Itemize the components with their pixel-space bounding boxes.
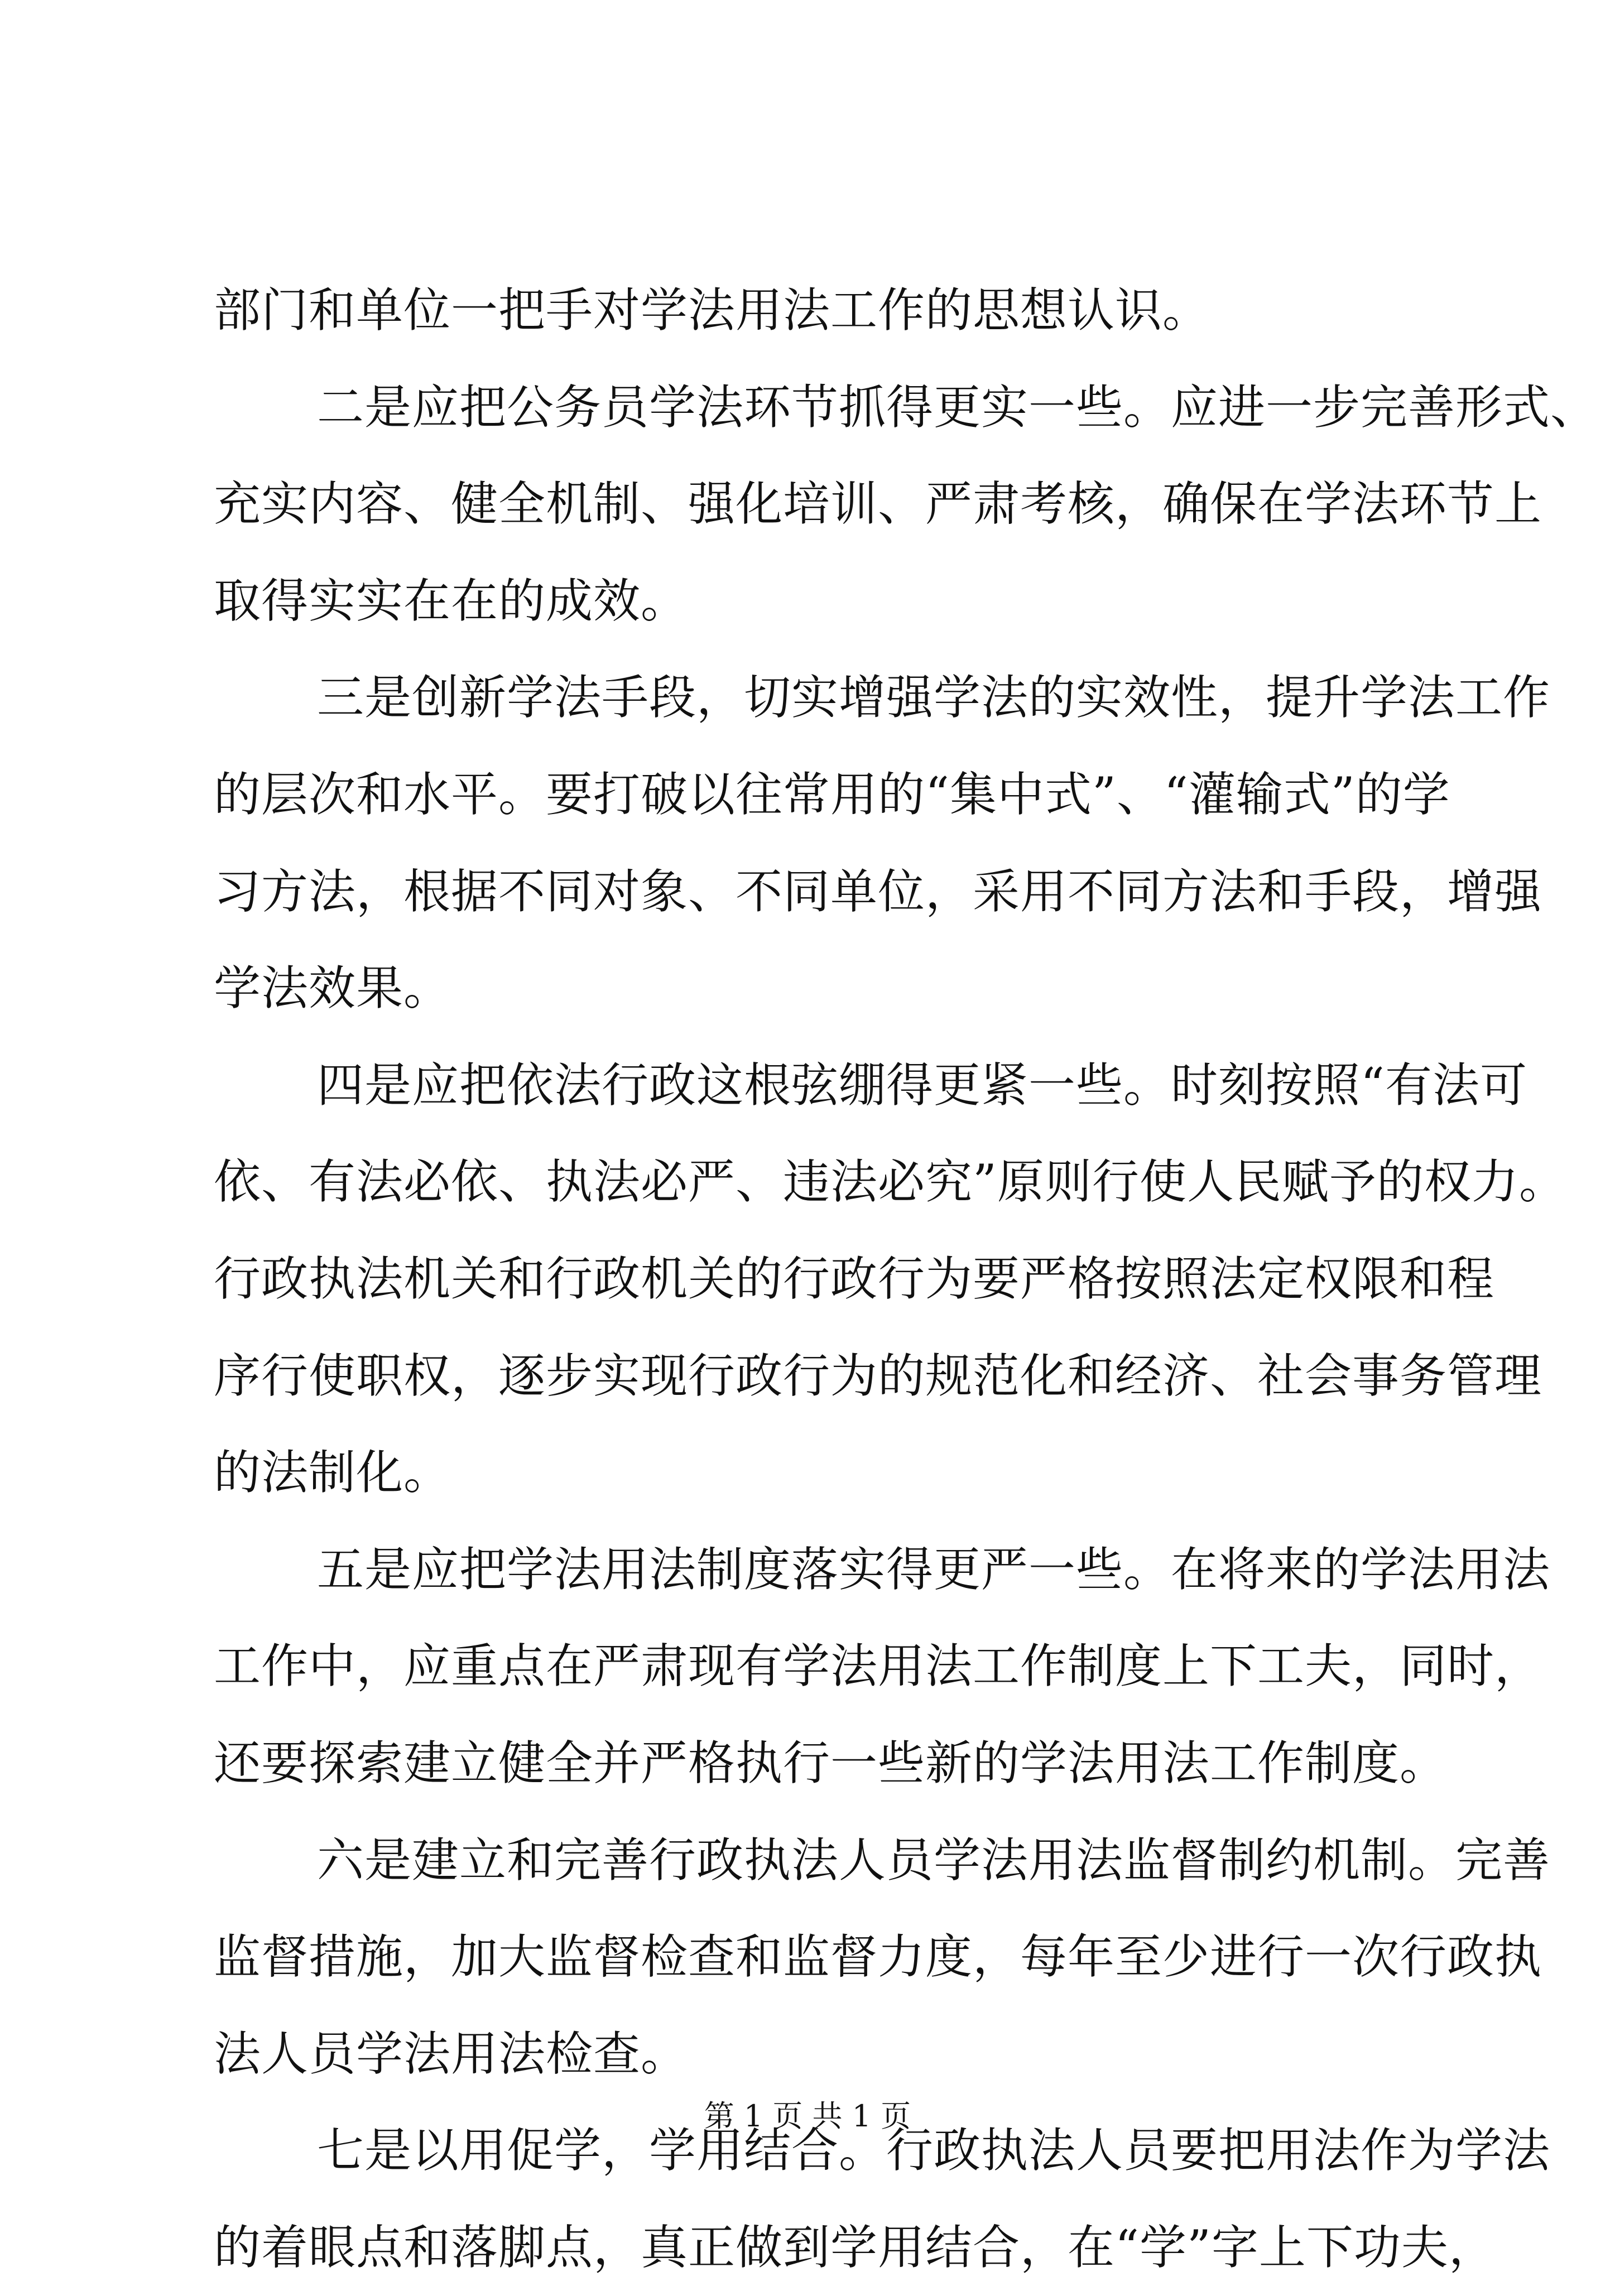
paragraph-start-line: 四是应把依法行政这根弦绷得更紧一些。时刻按照“有法可	[317, 1057, 1527, 1113]
text-line: 学法效果。	[214, 961, 451, 1016]
paragraph-start-line: 五是应把学法用法制度落实得更严一些。在将来的学法用法	[317, 1542, 1551, 1597]
text-line: 法人员学法用法检查。	[214, 2026, 689, 2081]
text-line: 监督措施，加大监督检查和监督力度，每年至少进行一次行政执	[214, 1929, 1542, 1985]
text-line: 充实内容、健全机制、强化培训、严肃考核，确保在学法环节上	[214, 476, 1542, 532]
paragraph-start-line: 六是建立和完善行政执法人员学法用法监督制约机制。完善	[317, 1832, 1551, 1888]
document-body	[214, 262, 1598, 2296]
paragraph-start-line: 二是应把公务员学法环节抓得更实一些。应进一步完善形式、	[317, 379, 1598, 435]
text-line: 部门和单位一把手对学法用法工作的思想认识。	[214, 283, 1210, 338]
text-line: 工作中，应重点在严肃现有学法用法工作制度上下工夫，同时，	[214, 1639, 1542, 1694]
text-line: 的着眼点和落脚点，真正做到学用结合，在“学”字上下功夫，	[214, 2220, 1496, 2275]
text-line: 行政执法机关和行政机关的行政行为要严格按照法定权限和程	[214, 1251, 1495, 1306]
text-line: 取得实实在在的成效。	[214, 573, 689, 628]
text-line: 还要探索建立健全并严格执行一些新的学法用法工作制度。	[214, 1735, 1448, 1790]
text-line: 的法制化。	[214, 1445, 451, 1500]
paragraph-start-line: 七是以用促学，学用结合。行政执法人员要把用法作为学法	[317, 2123, 1551, 2178]
text-line: 依、有法必依、执法必严、违法必究”原则行使人民赋予的权力。	[214, 1154, 1566, 1210]
paragraph-start-line: 三是创新学法手段，切实增强学法的实效性，提升学法工作	[317, 670, 1551, 725]
text-line: 习方法，根据不同对象、不同单位，采用不同方法和手段，增强	[214, 864, 1542, 919]
page-number-footer: 第 1 页 共 1 页	[704, 2098, 911, 2134]
text-line: 的层次和水平。要打破以往常用的“集中式”、“灌输式”的学	[214, 767, 1450, 822]
text-line: 序行使职权，逐步实现行政行为的规范化和经济、社会事务管理	[214, 1348, 1542, 1403]
